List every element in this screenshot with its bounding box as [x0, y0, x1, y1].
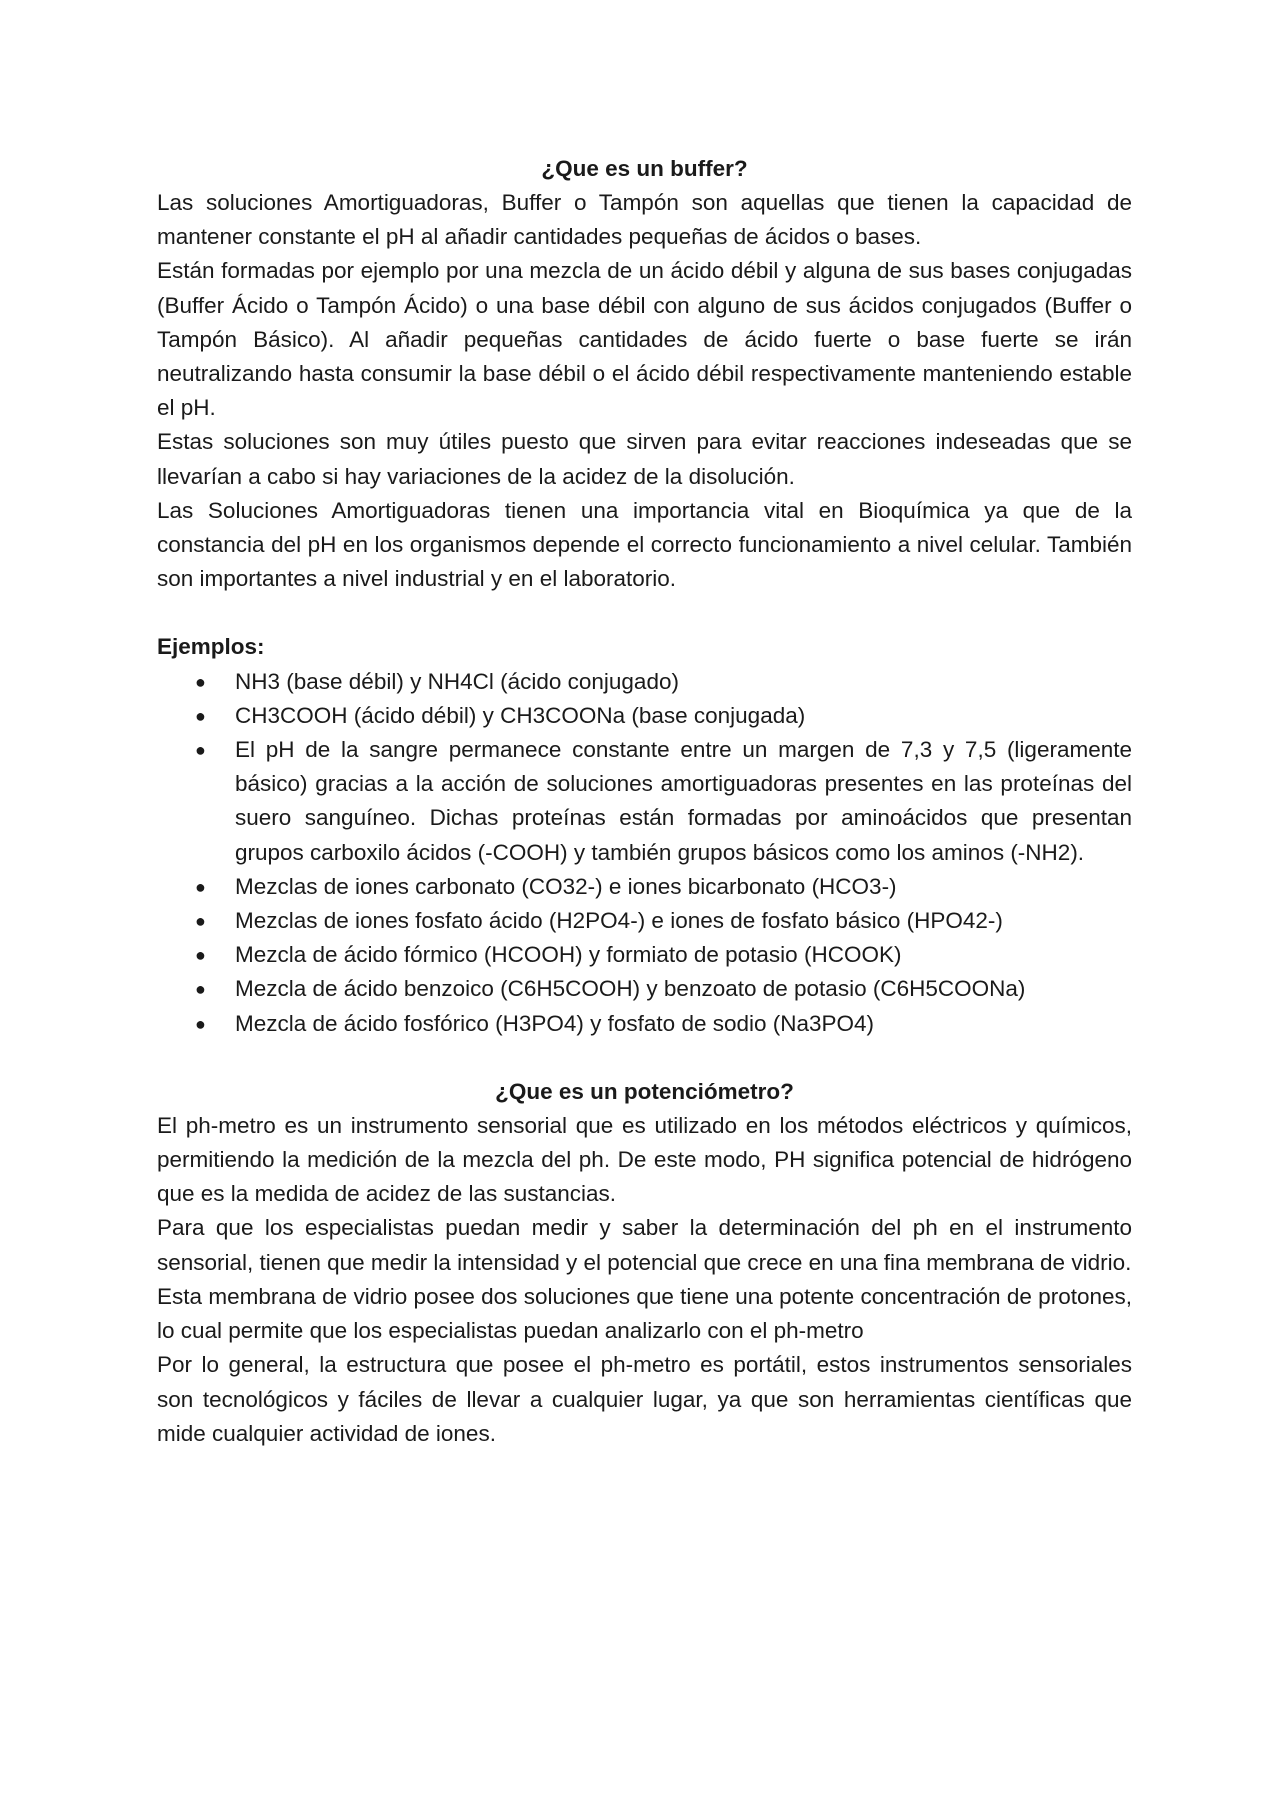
examples-heading: Ejemplos: — [157, 634, 265, 660]
buffer-definition-paragraph: Las soluciones Amortiguadoras, Buffer o Tampón son aquellas que tienen la capacidad de mantener constante el pH al añadir cantidades pequeñas de ácidos o bases. — [157, 190, 1132, 250]
bullet-icon: ● — [195, 876, 206, 897]
list-item — [195, 904, 1132, 938]
examples-list — [157, 665, 1132, 1041]
buffer-composition-paragraph: Están formadas por ejemplo por una mezcla de un ácido débil y alguna de sus bases conjugadas (Buffer Ácido o Tampón Ácido) o una base débil con alguno de sus ácidos conjugados (Buffer o Tampón Básico). Al añadir pequeñas cantidades de ácido fuerte o base fuerte se irán neutralizando hasta consumir la base débil o el ácido débil respectivamente manteniendo estable el pH. — [157, 258, 1132, 421]
list-item-text: Mezclas de iones carbonato (CO32-) e iones bicarbonato (HCO3-) — [235, 873, 897, 899]
list-item-text: Mezclas de iones fosfato ácido (H2PO4-) e iones de fosfato básico (HPO42-) — [235, 908, 1003, 934]
list-item-text: Mezcla de ácido benzoico (C6H5COOH) y benzoato de potasio (C6H5COONa) — [235, 976, 1026, 1002]
list-item-text: El pH de la sangre permanece constante entre un margen de 7,3 y 7,5 (ligeramente básico) gracias a la acción de soluciones amortiguadoras presentes en las proteínas del suero sanguíneo. Dichas proteínas están formadas por aminoácidos que presentan grupos carboxilo ácidos (-COOH) y también grupos básicos como los aminos (-NH2). — [235, 737, 1132, 865]
list-item — [195, 733, 1132, 870]
buffer-section-title: ¿Que es un buffer? — [541, 156, 748, 181]
list-item-text: CH3COOH (ácido débil) y CH3COONa (base conjugada) — [235, 702, 806, 728]
bullet-icon: ● — [195, 1013, 206, 1034]
list-item — [195, 870, 1132, 904]
phmeter-definition-paragraph: El ph-metro es un instrumento sensorial que es utilizado en los métodos eléctricos y químicos, permitiendo la medición de la mezcla del ph. De este modo, PH significa potencial de hidrógeno que es la medida de acidez de las sustancias. — [157, 1112, 1132, 1207]
potentiometer-section — [157, 1075, 1132, 1451]
buffer-utility-paragraph: Estas soluciones son muy útiles puesto que sirven para evitar reacciones indeseadas que se llevarían a cabo si hay variaciones de la acidez de la disolución. — [157, 429, 1132, 489]
phmeter-portability-paragraph: Por lo general, la estructura que posee el ph-metro es portátil, estos instrumentos sensoriales son tecnológicos y fáciles de llevar a cualquier lugar, ya que son herramientas científicas que mide cualquier actividad de iones. — [157, 1352, 1132, 1446]
bullet-icon: ● — [195, 979, 206, 1000]
bullet-icon: ● — [195, 911, 206, 932]
list-item-text: Mezcla de ácido fórmico (HCOOH) y formiato de potasio (HCOOK) — [235, 942, 902, 968]
list-item — [195, 1007, 1132, 1041]
list-item — [195, 972, 1132, 1006]
glass-membrane-paragraph: Esta membrana de vidrio posee dos soluciones que tiene una potente concentración de protones, lo cual permite que los especialistas puedan analizarlo con el ph-metro — [157, 1283, 1132, 1344]
bullet-icon: ● — [195, 740, 206, 761]
list-item-text: Mezcla de ácido fosfórico (H3PO4) y fosfato de sodio (Na3PO4) — [235, 1010, 875, 1036]
buffer-importance-paragraph: Las Soluciones Amortiguadoras tienen una importancia vital en Bioquímica ya que de la constancia del pH en los organismos depende el correcto funcionamiento a nivel celular. También son importantes a nivel industrial y en el laboratorio. — [157, 497, 1132, 592]
list-item — [195, 938, 1132, 972]
phmeter-measurement-paragraph: Para que los especialistas puedan medir y saber la determinación del ph en el instrumento sensorial, tienen que medir la intensidad y el potencial que crece en una fina membrana de vidrio. — [157, 1215, 1132, 1275]
bullet-icon: ● — [195, 945, 206, 966]
list-item-text: NH3 (base débil) y NH4Cl (ácido conjugado) — [235, 668, 679, 694]
list-item — [195, 665, 1132, 699]
bullet-icon: ● — [195, 705, 206, 726]
potentiometer-section-title: ¿Que es un potenciómetro? — [495, 1078, 794, 1104]
bullet-icon: ● — [195, 671, 206, 692]
list-item — [195, 699, 1132, 733]
document-page — [157, 152, 1132, 1451]
